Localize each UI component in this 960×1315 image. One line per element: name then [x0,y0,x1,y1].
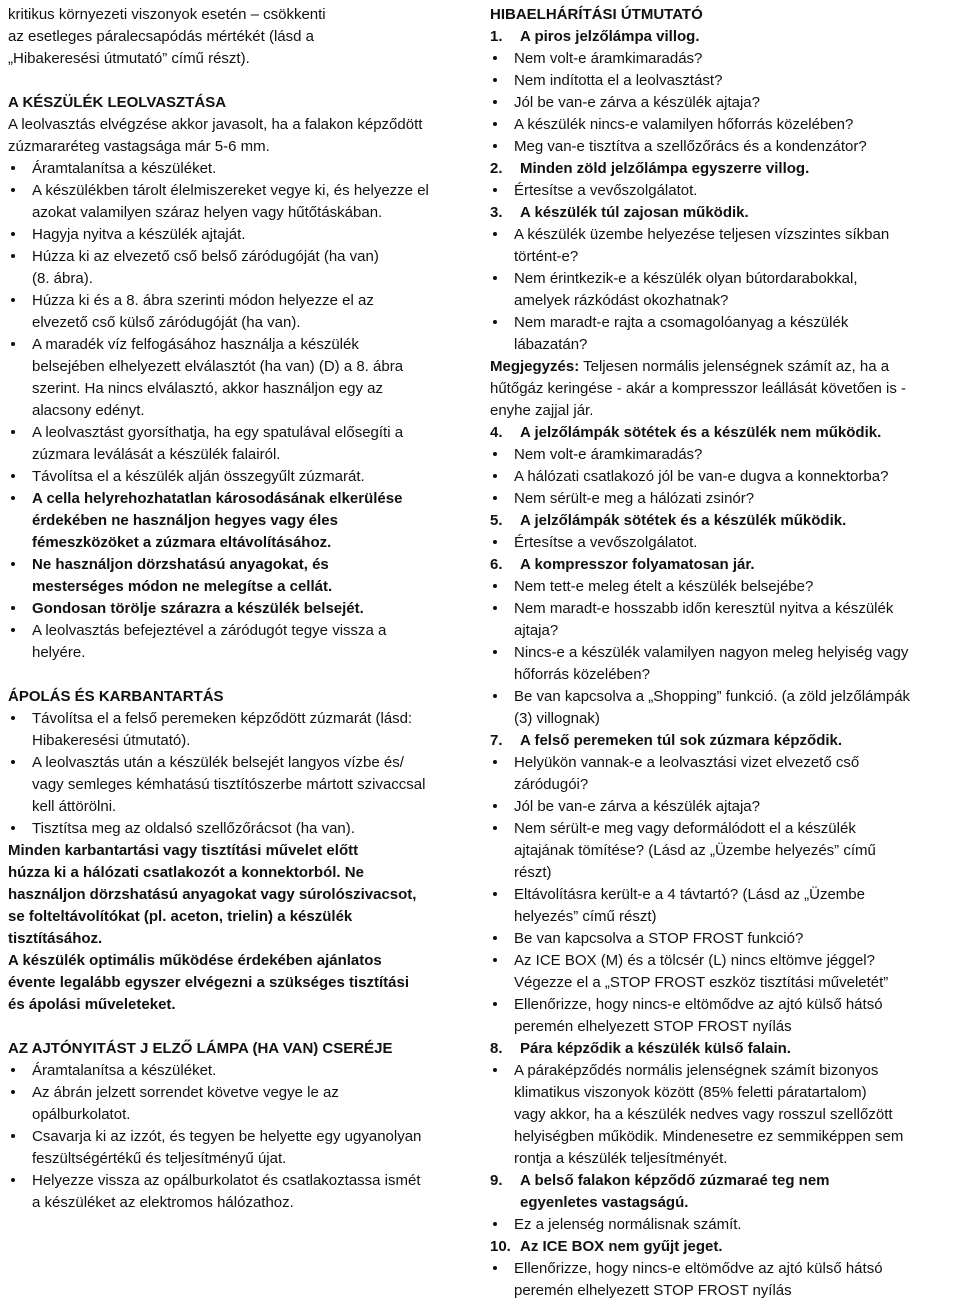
list-item: Nem sérült-e meg a hálózati zsinór? [490,488,955,510]
list-item: Nem tett-e meleg ételt a készülék belsejébe? [490,576,955,598]
list-item: Ne használjon dörzshatású anyagokat, és mesterséges módon ne melegítse a cellát. [8,554,468,598]
list-item: Értesítse a vevőszolgálatot. [490,532,955,554]
right-column [490,4,955,1302]
list-item: Nem érintkezik-e a készülék olyan bútordarabokkal, amelyek rázkódást okozhatnak? [490,268,955,312]
lamp-heading: AZ AJTÓNYITÁST J ELZŐ LÁMPA (HA VAN) CSERÉJE [8,1040,393,1057]
trouble-item-4: 4. A jelzőlámpák sötétek és a készülék nem működik. [490,424,882,441]
list-item: Értesítse a vevőszolgálatot. [490,180,955,202]
list-item: Az ICE BOX (M) és a tölcsér (L) nincs eltömve jéggel? Végezze el a „STOP FROST eszköz tisztítási műveletét” [490,950,955,994]
trouble-item-7: 7. A felső peremeken túl sok zúzmara képződik. [490,732,843,749]
list-item: Nem volt-e áramkimaradás? [490,444,955,466]
list-item: A készülék nincs-e valamilyen hőforrás közelében? [490,114,955,136]
trouble-item-5: 5. A jelzőlámpák sötétek és a készülék működik. [490,512,847,529]
trouble-item-3: 3. A készülék túl zajosan működik. [490,204,749,221]
list-item: Jól be van-e zárva a készülék ajtaja? [490,796,955,818]
list-item: Nincs-e a készülék valamilyen nagyon meleg helyiség vagy hőforrás közelében? [490,642,955,686]
trouble-item-10: 10. Az ICE BOX nem gyűjt jeget. [490,1238,723,1255]
list-item: Az ábrán jelzett sorrendet követve vegye le az opálburkolatot. [8,1082,468,1126]
list-item: A cella helyrehozhatatlan károsodásának elkerülése érdekében ne használjon hegyes vagy éles fémeszközöket a zúzmara eltávolításához. [8,488,468,554]
list-item: A leolvasztást gyorsíthatja, ha egy spatulával elősegíti a zúzmara leválását a készülék falairól. [8,422,468,466]
list-item: Jól be van-e zárva a készülék ajtaja? [490,92,955,114]
list-item: Ellenőrizze, hogy nincs-e eltömődve az ajtó külső hátsó peremén elhelyezett STOP FROST nyílás [490,1258,955,1302]
list-item: Húzza ki az elvezető cső belső záródugóját (ha van) (8. ábra). [8,246,468,290]
defrost-intro: A leolvasztás elvégzése akkor javasolt, ha a falakon képződött zúzmararéteg vastagsága már 5-6 mm. [8,116,423,155]
list-item: Nem maradt-e hosszabb időn keresztül nyitva a készülék ajtaja? [490,598,955,642]
list-item: A leolvasztás befejeztével a záródugót tegye vissza a helyére. [8,620,468,664]
trouble-item-6: 6. A kompresszor folyamatosan jár. [490,556,755,573]
defrost-heading: A KÉSZÜLÉK LEOLVASZTÁSA [8,94,227,111]
trouble-item-1: 1. A piros jelzőlámpa villog. [490,28,700,45]
list-item: A leolvasztás után a készülék belsejét langyos vízbe és/ vagy semleges kémhatású tisztítószerbe mártott szivaccsal kell áttörölni. [8,752,468,818]
list-item: Ellenőrizze, hogy nincs-e eltömődve az ajtó külső hátsó peremén elhelyezett STOP FROST nyílás [490,994,955,1038]
intro-text: kritikus környezeti viszonyok esetén – csökkenti az esetleges páralecsapódás mértékét (lásd a „Hibakeresési útmutató” című részt). [8,6,326,67]
list-item: Nem maradt-e rajta a csomagolóanyag a készülék lábazatán? [490,312,955,356]
list-item: Áramtalanítsa a készüléket. [8,1060,468,1082]
troubleshooting-heading: HIBAELHÁRÍTÁSI ÚTMUTATÓ [490,6,703,23]
list-item: Be van kapcsolva a „Shopping” funkció. (a zöld jelzőlámpák (3) villognak) [490,686,955,730]
care-recommendation: A készülék optimális működése érdekében ajánlatos évente legalább egyszer elvégezni a szükséges tisztítási és ápolási műveleteket. [8,952,410,1013]
list-item: Nem volt-e áramkimaradás? [490,48,955,70]
care-warning: Minden karbantartási vagy tisztítási művelet előtt húzza ki a hálózati csatlakozót a konnektorból. Ne használjon dörzshatású anyagokat vagy súrolószivacsot, se folteltávolítókat (pl. aceton, trielin) a készülék tisztításához. [8,842,417,947]
care-heading: ÁPOLÁS ÉS KARBANTARTÁS [8,688,224,705]
list-item: Távolítsa el a felső peremeken képződött zúzmarát (lásd: Hibakeresési útmutató). [8,708,468,752]
left-column [8,4,468,1214]
list-item: Áramtalanítsa a készüléket. [8,158,468,180]
list-item: Helyezze vissza az opálburkolatot és csatlakoztassa ismét a készüléket az elektromos hálózathoz. [8,1170,468,1214]
list-item: A készülékben tárolt élelmiszereket vegye ki, és helyezze el azokat valamilyen száraz helyen vagy hűtőtáskában. [8,180,468,224]
list-item: Ez a jelenség normálisnak számít. [490,1214,955,1236]
list-item: Eltávolításra került-e a 4 távtartó? (Lásd az „Üzembe helyezés” című részt) [490,884,955,928]
list-item: Nem sérült-e meg vagy deformálódott el a készülék ajtajának tömítése? (Lásd az „Üzembe helyezés” című részt) [490,818,955,884]
trouble-item-9: 9. A belső falakon képződő zúzmaraé teg nem egyenletes vastagságú. [490,1172,830,1211]
list-item: Húzza ki és a 8. ábra szerinti módon helyezze el az elvezető cső külső záródugóját (ha van). [8,290,468,334]
list-item: Gondosan törölje szárazra a készülék belsejét. [8,598,468,620]
trouble-item-8: 8. Pára képződik a készülék külső falain. [490,1040,791,1057]
list-item: Helyükön vannak-e a leolvasztási vizet elvezető cső záródugói? [490,752,955,796]
list-item: Meg van-e tisztítva a szellőzőrács és a kondenzátor? [490,136,955,158]
list-item: Csavarja ki az izzót, és tegyen be helyette egy ugyanolyan feszültségértékű és teljesítményű újat. [8,1126,468,1170]
list-item: Tisztítsa meg az oldalsó szellőzőrácsot (ha van). [8,818,468,840]
list-item: A maradék víz felfogásához használja a készülék belsejében elhelyezett elválasztót (ha van) (D) a 8. ábra szerint. Ha nincs elválasztó, akkor használjon egy az alacsony edényt. [8,334,468,422]
list-item: A páraképződés normális jelenségnek számít bizonyos klimatikus viszonyok között (85% feletti páratartalom) vagy akkor, ha a készülék nedves vagy rosszul szellőzött helyiségben működik. Mindenesetre ez semmiképpen sem rontja a készülék teljesítményét. [490,1060,955,1170]
note-paragraph: Megjegyzés: Teljesen normális jelenségnek számít az, ha a hűtőgáz keringése - akár a kompresszor leállását követően is - enyhe zajjal jár. [490,358,907,419]
list-item: Távolítsa el a készülék alján összegyűlt zúzmarát. [8,466,468,488]
list-item: Hagyja nyitva a készülék ajtaját. [8,224,468,246]
list-item: Be van kapcsolva a STOP FROST funkció? [490,928,955,950]
list-item: Nem indította el a leolvasztást? [490,70,955,92]
trouble-item-2: 2. Minden zöld jelzőlámpa egyszerre villog. [490,160,810,177]
list-item: A hálózati csatlakozó jól be van-e dugva a konnektorba? [490,466,955,488]
list-item: A készülék üzembe helyezése teljesen vízszintes síkban történt-e? [490,224,955,268]
